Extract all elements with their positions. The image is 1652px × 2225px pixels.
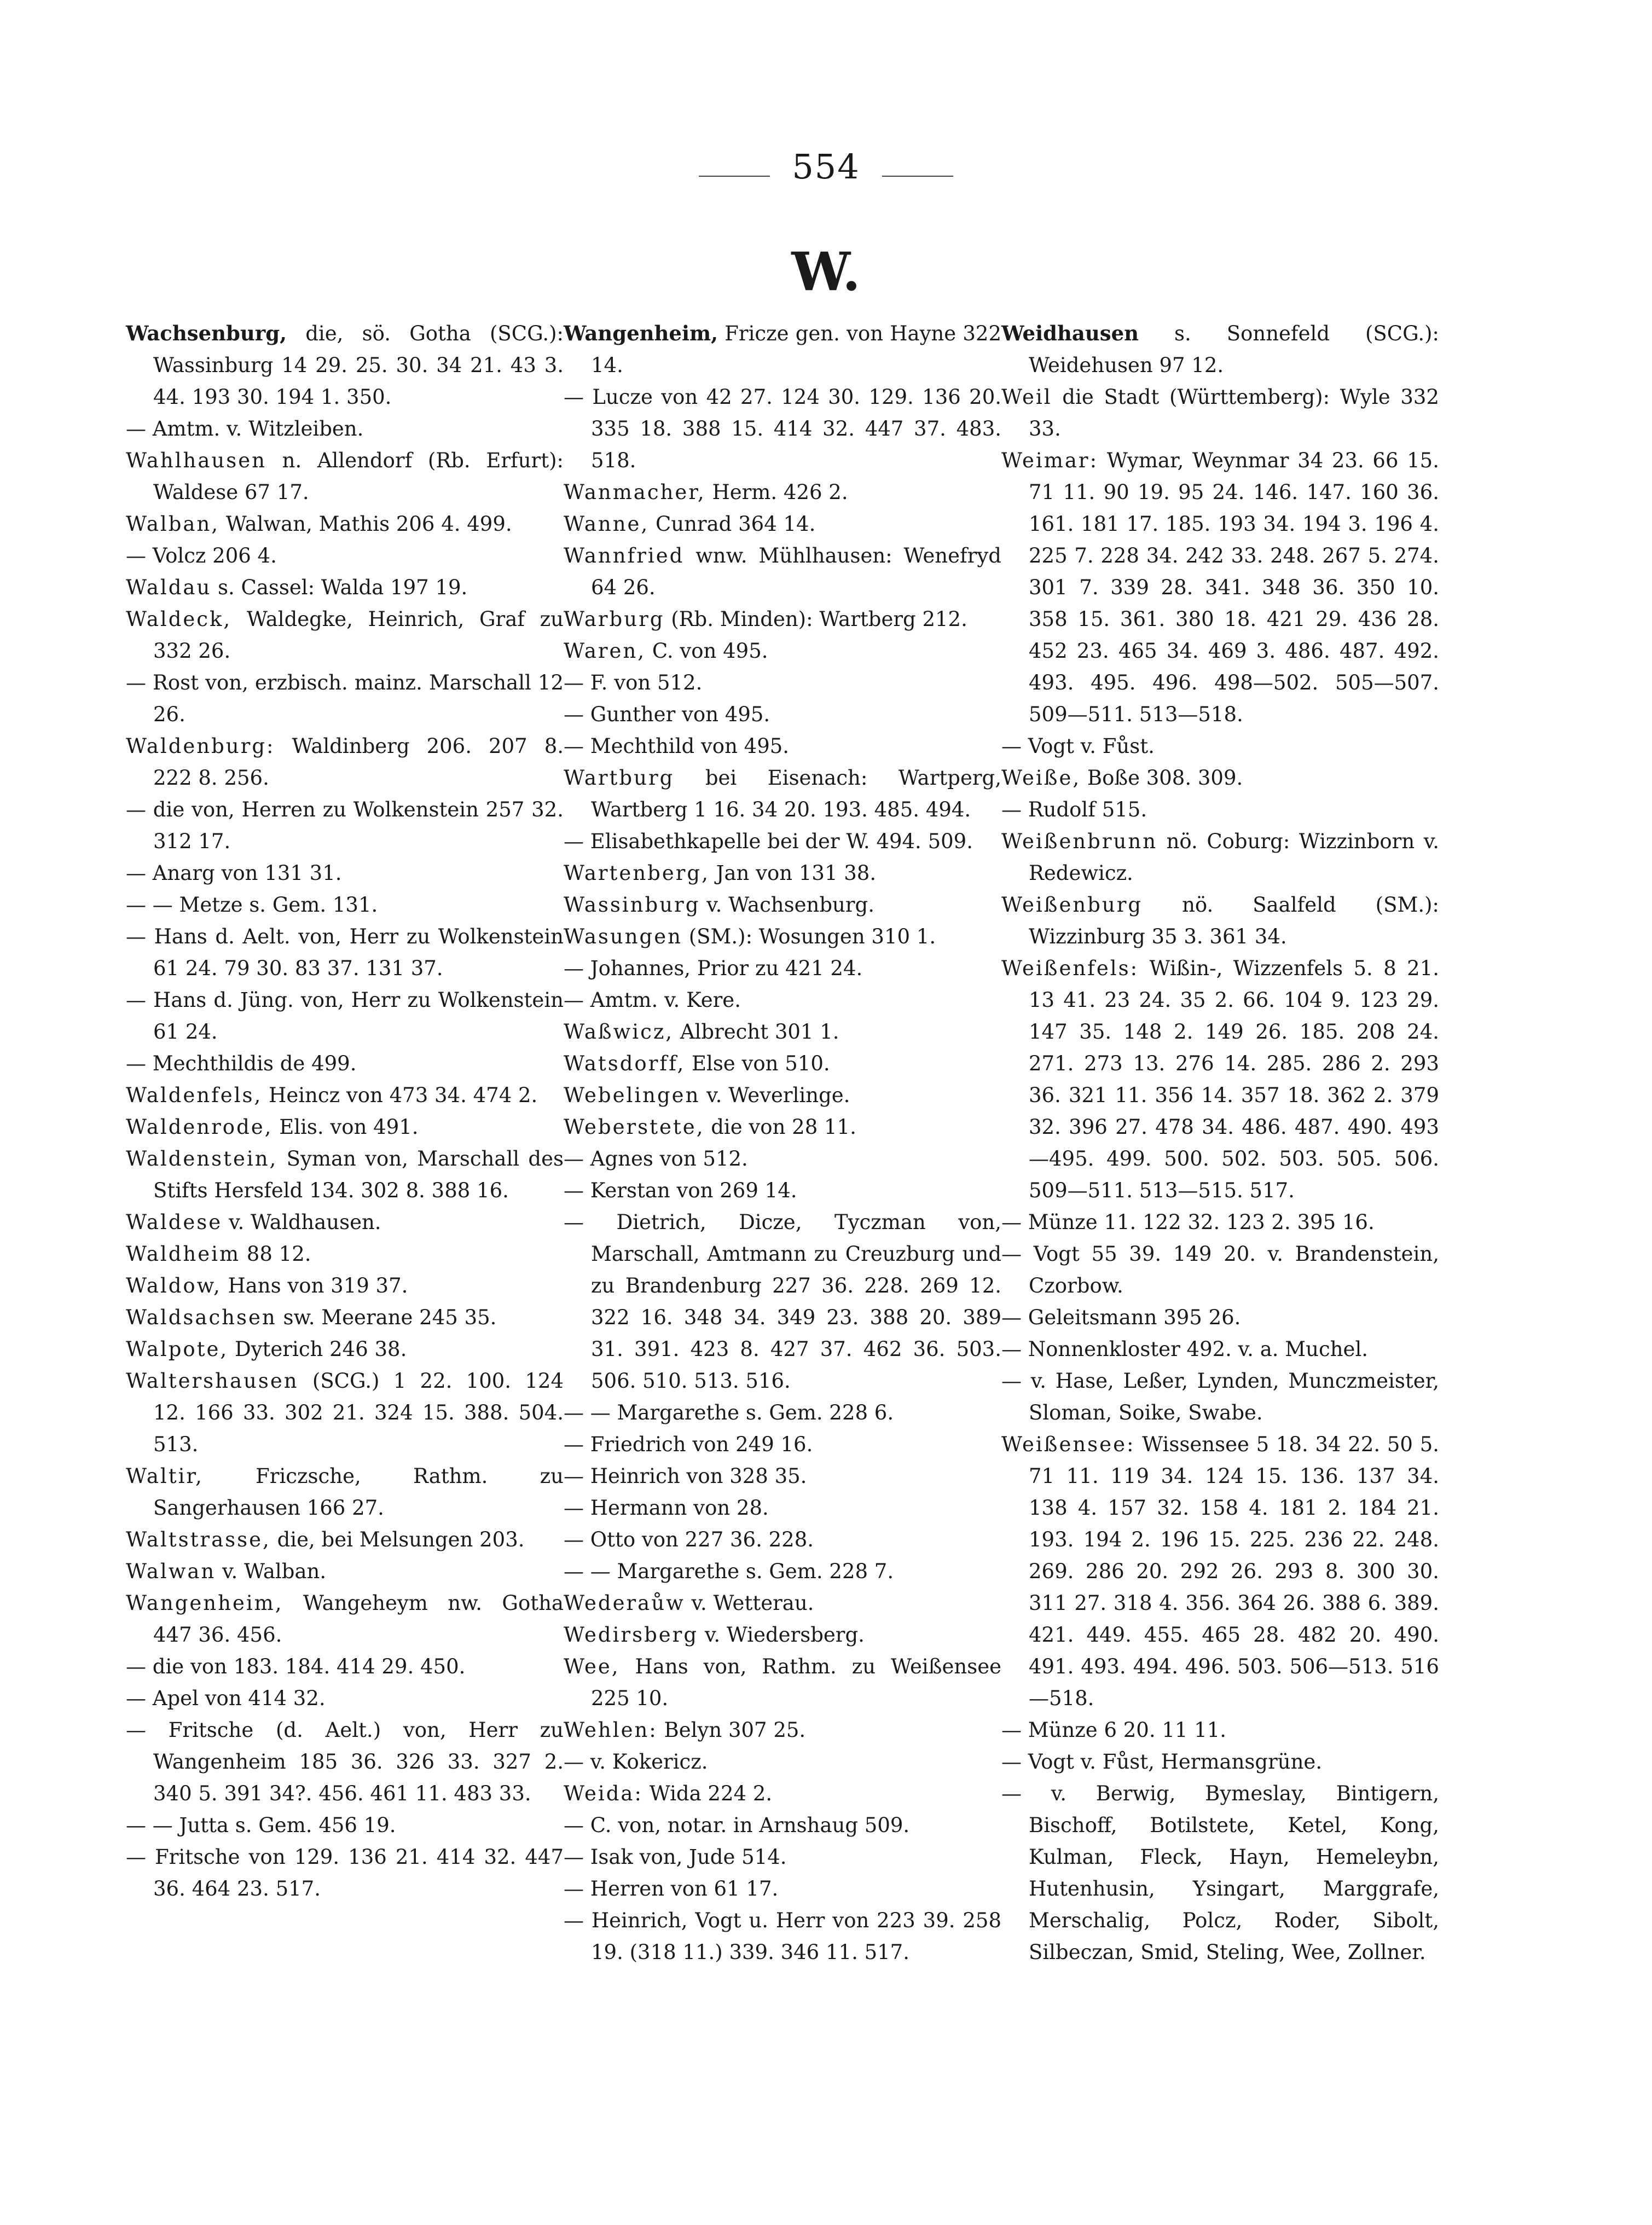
index-entry	[1001, 317, 1439, 381]
index-entry	[126, 1365, 564, 1461]
index-entry	[126, 731, 564, 794]
entry-headword: Wedirsberg	[564, 1623, 699, 1647]
entry-text: — Vogt 55 39. 149 20. v. Brandenstein, Czorbow.	[1001, 1242, 1439, 1297]
entry-text: — Mechthildis de 499.	[126, 1052, 357, 1075]
section-letter: W.	[791, 241, 861, 303]
entry-text: Boße 308. 309.	[1081, 766, 1243, 790]
entry-text: — Hans d. Jüng. von, Herr zu Wolkenstein 61 24.	[126, 988, 564, 1044]
entry-text: s. Sonnefeld (SCG.): Weidehusen 97 12.	[1029, 322, 1439, 377]
entry-text: Wangeheym nw. Gotha 447 36. 456.	[153, 1591, 564, 1647]
entry-text: — Apel von 414 32.	[126, 1687, 326, 1710]
index-entry	[1001, 1778, 1439, 1968]
index-entry	[126, 1238, 564, 1270]
index-entry	[126, 1111, 564, 1143]
entry-text: — Kerstan von 269 14.	[564, 1179, 797, 1202]
index-entry	[1001, 953, 1439, 1207]
entry-headword: Walpote,	[126, 1337, 229, 1361]
index-entry	[126, 921, 564, 984]
index-entry	[564, 1651, 1001, 1714]
entry-headword: Webelingen	[564, 1083, 700, 1107]
entry-text: 88 12.	[240, 1242, 311, 1266]
entry-headword: Wartenberg,	[564, 861, 710, 885]
index-entry	[126, 445, 564, 508]
index-entry	[1001, 1334, 1439, 1365]
index-entry	[564, 667, 1001, 699]
entry-text: — Amtm. v. Kere.	[564, 988, 741, 1012]
entry-text: — Anarg von 131 31.	[126, 861, 342, 885]
entry-text: die, sö. Gotha (SCG.): Wassinburg 14 29. 25. 30. 34 21. 43 3. 44. 193 30. 194 1. 350.	[153, 322, 564, 409]
entry-text: — Hermann von 28.	[564, 1496, 769, 1520]
entry-headword: Wehlen:	[564, 1718, 658, 1742]
entry-text: — — Margarethe s. Gem. 228 7.	[564, 1560, 894, 1583]
entry-text: Waldinberg 206. 207 8. 222 8. 256.	[153, 734, 564, 790]
index-entry	[564, 381, 1001, 477]
index-entry	[564, 953, 1001, 984]
entry-headword: Weißenbrunn	[1001, 830, 1158, 853]
entry-headword: Warburg	[564, 607, 665, 631]
entry-headword: Waldenfels,	[126, 1083, 263, 1107]
entry-headword: Wassinburg	[564, 893, 700, 917]
index-entry	[1001, 731, 1439, 762]
index-entry	[564, 1873, 1001, 1905]
entry-headword: Weberstete,	[564, 1115, 705, 1139]
entry-text: Albrecht 301 1.	[674, 1020, 839, 1044]
index-entry	[1001, 1714, 1439, 1746]
entry-text: — die von, Herren zu Wolkenstein 257 32. 312 17.	[126, 798, 564, 853]
entry-text: Belyn 307 25.	[657, 1718, 806, 1742]
entry-text: bei Eisenach: Wartperg, Wartberg 1 16. 34 20. 193. 485. 494.	[591, 766, 1001, 821]
entry-text: — F. von 512.	[564, 671, 703, 694]
index-entry	[564, 984, 1001, 1016]
right-rule	[882, 176, 953, 177]
entry-text: Jan von 131 38.	[709, 861, 877, 885]
index-entry	[564, 1048, 1001, 1080]
entry-text: — Amtm. v. Witzleiben.	[126, 417, 364, 441]
entry-text: Elis. von 491.	[273, 1115, 419, 1139]
entry-text: n. Allendorf (Rb. Erfurt): Waldese 67 17.	[153, 449, 564, 504]
entry-headword: Wartburg	[564, 766, 675, 790]
index-entry	[564, 635, 1001, 667]
entry-headword: Weißenfels:	[1001, 957, 1139, 980]
index-entry	[126, 1080, 564, 1111]
entry-text: — Friedrich von 249 16.	[564, 1433, 813, 1456]
entry-text: — Volcz 206 4.	[126, 544, 277, 567]
index-entry	[564, 889, 1001, 921]
entry-text: v. Wachsenburg.	[700, 893, 874, 917]
entry-text: — Rudolf 515.	[1001, 798, 1147, 821]
entry-text: Wissensee 5 18. 34 22. 50 5. 71 11. 119 34. 124 15. 136. 137 34. 138 4. 157 32. 158 4. 181 2. 184 21. 193. 194 2. 196 15. 225. 236 22. 248. 269. 286 20. 292 26. 293 8. 300 30. 311 27. 318 4. 356. 364 26. 388 6. 389. 421. 449. 455. 465 28. 482 20. 490. 491. 493. 494. 496. 503. 506—513. 516—518.	[1029, 1433, 1439, 1710]
entry-text: — Elisabethkapelle bei der W. 494. 509.	[564, 830, 973, 853]
entry-text: die, bei Melsungen 203.	[270, 1528, 525, 1551]
entry-headword: Wahlhausen	[126, 449, 266, 472]
entry-headword: Wasungen	[564, 925, 682, 948]
index-entry	[564, 1524, 1001, 1556]
index-entry	[564, 921, 1001, 953]
index-entry	[564, 1397, 1001, 1429]
index-entry	[126, 1810, 564, 1841]
index-entry	[564, 317, 1001, 381]
index-entry	[126, 1841, 564, 1905]
entry-headword: Wannfried	[564, 544, 685, 567]
index-entry	[126, 1461, 564, 1524]
entry-headword: Wee,	[564, 1655, 620, 1678]
entry-text: v. Wetterau.	[685, 1591, 814, 1615]
entry-headword: Waldau	[126, 576, 212, 599]
entry-headword: Walban,	[126, 512, 220, 536]
entry-text: Walwan, Mathis 206 4. 499.	[219, 512, 512, 536]
entry-headword: Wanne,	[564, 512, 650, 536]
index-entry	[126, 1587, 564, 1651]
entry-text: s. Cassel: Walda 197 19.	[211, 576, 468, 599]
entry-headword: Wachsenburg,	[126, 321, 287, 345]
index-entry	[1001, 826, 1439, 889]
entry-headword: Walwan	[126, 1560, 216, 1583]
entry-headword: Weiße,	[1001, 766, 1081, 790]
entry-text: — Münze 6 20. 11 11.	[1001, 1718, 1227, 1742]
entry-text: v. Walban.	[216, 1560, 327, 1583]
index-entry	[1001, 1302, 1439, 1334]
index-entry	[564, 826, 1001, 857]
entry-headword: Waltir,	[126, 1464, 204, 1488]
index-entry	[126, 794, 564, 857]
entry-headword: Waltershausen	[126, 1369, 299, 1393]
index-entry	[1001, 1365, 1439, 1429]
entry-text: die Stadt (Württemberg): Wyle 332 33.	[1029, 385, 1439, 441]
entry-headword: Waldow,	[126, 1274, 222, 1297]
entry-text: — Heinrich von 328 35.	[564, 1464, 807, 1488]
index-entry	[126, 1270, 564, 1302]
entry-text: Wymar, Weynmar 34 23. 66 15. 71 11. 90 19. 95 24. 146. 147. 160 36. 161. 181 17. 185. 193 34. 194 3. 196 4. 225 7. 228 34. 242 33. 248. 267 5. 274. 301 7. 339 28. 341. 348 36. 350 10. 358 15. 361. 380 18. 421 29. 436 28. 452 23. 465 34. 469 3. 486. 487. 492. 493. 495. 496. 498—502. 505—507. 509—511. 513—518.	[1029, 449, 1439, 726]
index-entry	[564, 604, 1001, 635]
entry-text: — Agnes von 512.	[564, 1147, 748, 1171]
entry-text: — Lucze von 42 27. 124 30. 129. 136 20. 335 18. 388 15. 414 32. 447 37. 483. 518.	[564, 385, 1001, 472]
index-entry	[1001, 794, 1439, 826]
entry-text: — — Jutta s. Gem. 456 19.	[126, 1813, 396, 1837]
index-entry	[126, 572, 564, 604]
index-entry	[564, 699, 1001, 731]
entry-text: sw. Meerane 245 35.	[276, 1306, 497, 1329]
index-entry	[1001, 381, 1439, 445]
entry-text: — C. von, notar. in Arnshaug 509.	[564, 1813, 910, 1837]
index-entry	[126, 984, 564, 1048]
index-entry	[126, 1143, 564, 1207]
entry-text: v. Wiedersberg.	[698, 1623, 865, 1647]
index-entry	[564, 1619, 1001, 1651]
entry-headword: Waldenstein,	[126, 1147, 278, 1171]
index-entry	[564, 1143, 1001, 1175]
entry-headword: Waltstrasse,	[126, 1528, 271, 1551]
entry-headword: Wangenheim,	[564, 321, 718, 345]
entry-headword: Waßwicz,	[564, 1020, 674, 1044]
entry-text: Heincz von 473 34. 474 2.	[262, 1083, 538, 1107]
entry-text: Dyterich 246 38.	[228, 1337, 407, 1361]
index-entry	[1001, 1207, 1439, 1238]
entry-text: — Dietrich, Dicze, Tyczman von, Marschall, Amtmann zu Creuzburg und zu Brandenburg 227 36. 228. 269 12. 322 16. 348 34. 349 23. 388 20. 389 31. 391. 423 8. 427 37. 462 36. 503. 506. 510. 513. 516.	[564, 1210, 1001, 1393]
entry-text: — Johannes, Prior zu 421 24.	[564, 957, 863, 980]
index-column-3	[1001, 317, 1439, 1968]
index-entry	[126, 1302, 564, 1334]
entry-text: Hans von, Rathm. zu Weißensee 225 10.	[591, 1655, 1001, 1710]
index-entry	[564, 1207, 1001, 1397]
index-entry	[564, 762, 1001, 826]
entry-text: die von 28 11.	[704, 1115, 856, 1139]
index-entry	[126, 857, 564, 889]
index-entry	[564, 1492, 1001, 1524]
entry-text: wnw. Mühlhausen: Wenefryd 64 26.	[591, 544, 1001, 599]
entry-text: Herm. 426 2.	[705, 480, 848, 504]
entry-headword: Watsdorff,	[564, 1052, 686, 1075]
index-column-2	[564, 317, 1001, 1968]
index-entry	[564, 1778, 1001, 1810]
index-entry	[564, 857, 1001, 889]
entry-text: Fricze gen. von Hayne 322 14.	[591, 322, 1001, 377]
entry-text: — v. Hase, Leßer, Lynden, Munczmeister, Sloman, Soike, Swabe.	[1001, 1369, 1439, 1424]
index-entry	[564, 1746, 1001, 1778]
entry-headword: Waldese	[126, 1210, 223, 1234]
index-entry	[564, 1810, 1001, 1841]
index-entry	[1001, 762, 1439, 794]
entry-text: — Gunther von 495.	[564, 703, 770, 726]
entry-headword: Weißenburg	[1001, 893, 1143, 917]
entry-text: — Vogt v. Fůst.	[1001, 734, 1155, 758]
page-header	[0, 147, 1652, 187]
index-entry	[126, 1048, 564, 1080]
entry-text: — Geleitsmann 395 26.	[1001, 1306, 1241, 1329]
index-entry	[564, 1175, 1001, 1207]
index-entry	[126, 1556, 564, 1587]
index-entry	[1001, 889, 1439, 953]
index-entry	[1001, 1429, 1439, 1714]
entry-headword: Waldsachsen	[126, 1306, 277, 1329]
page-number: 554	[792, 147, 860, 187]
entry-text: — Vogt v. Fůst, Hermansgrüne.	[1001, 1750, 1323, 1774]
entry-headword: Waldenburg:	[126, 734, 275, 758]
index-entry	[126, 604, 564, 667]
index-entry	[126, 1524, 564, 1556]
index-entry	[564, 1905, 1001, 1968]
entry-text: Syman von, Marschall des Stifts Hersfeld 134. 302 8. 388 16.	[153, 1147, 564, 1202]
entry-headword: Wangenheim,	[126, 1591, 283, 1615]
entry-text: Friczsche, Rathm. zu Sangerhausen 166 27.	[153, 1464, 564, 1520]
entry-text: — Otto von 227 36. 228.	[564, 1528, 814, 1551]
entry-text: — Hans d. Aelt. von, Herr zu Wolkenstein 61 24. 79 30. 83 37. 131 37.	[126, 925, 564, 980]
entry-headword: Waren,	[564, 639, 646, 663]
index-entry	[564, 1080, 1001, 1111]
entry-headword: Weißensee:	[1001, 1433, 1135, 1456]
entry-text: — Fritsche (d. Aelt.) von, Herr zu Wangenheim 185 36. 326 33. 327 2. 340 5. 391 34?. 456. 461 11. 483 33.	[126, 1718, 564, 1805]
entry-headword: Weil	[1001, 385, 1052, 409]
index-entry	[126, 508, 564, 540]
entry-text: — Mechthild von 495.	[564, 734, 790, 758]
index-entry	[564, 731, 1001, 762]
entry-text: (SM.): Wosungen 310 1.	[682, 925, 936, 948]
entry-text: v. Waldhausen.	[222, 1210, 381, 1234]
entry-text: — — Margarethe s. Gem. 228 6.	[564, 1401, 894, 1424]
entry-text: Else von 510.	[685, 1052, 830, 1075]
entry-text: v. Weverlinge.	[700, 1083, 850, 1107]
entry-text: — Nonnenkloster 492. v. a. Muchel.	[1001, 1337, 1369, 1361]
left-rule	[699, 176, 770, 177]
entry-text: nö. Saalfeld (SM.): Wizzinburg 35 3. 361 34.	[1029, 893, 1439, 948]
entry-headword: Weimar:	[1001, 449, 1099, 472]
index-entry	[126, 1207, 564, 1238]
entry-text: — die von 183. 184. 414 29. 450.	[126, 1655, 466, 1678]
entry-text: — Rost von, erzbisch. mainz. Marschall 12 26.	[126, 671, 564, 726]
entry-text: — Fritsche von 129. 136 21. 414 32. 447 36. 464 23. 517.	[126, 1845, 564, 1900]
entry-headword: Waldenrode,	[126, 1115, 273, 1139]
index-entry	[564, 1429, 1001, 1461]
index-entry	[564, 1714, 1001, 1746]
index-entry	[1001, 1238, 1439, 1302]
index-entry	[564, 1111, 1001, 1143]
index-entry	[126, 667, 564, 731]
index-entry	[126, 317, 564, 413]
index-entry	[126, 1334, 564, 1365]
entry-text: — Isak von, Jude 514.	[564, 1845, 787, 1869]
index-entry	[564, 1461, 1001, 1492]
entry-text: — Münze 11. 122 32. 123 2. 395 16.	[1001, 1210, 1375, 1234]
index-entry	[126, 413, 564, 445]
entry-text: Wida 224 2.	[642, 1782, 773, 1805]
entry-headword: Weida:	[564, 1782, 643, 1805]
index-entry	[1001, 445, 1439, 731]
entry-text: nö. Coburg: Wizzinborn v. Redewicz.	[1029, 830, 1439, 885]
index-column-1	[126, 317, 564, 1905]
entry-text: — Heinrich, Vogt u. Herr von 223 39. 258 19. (318 11.) 339. 346 11. 517.	[564, 1909, 1001, 1964]
index-entry	[126, 1714, 564, 1810]
index-entry	[126, 540, 564, 572]
entry-text: — v. Kokericz.	[564, 1750, 708, 1774]
entry-text: Hans von 319 37.	[221, 1274, 408, 1297]
index-entry	[564, 1587, 1001, 1619]
index-entry	[126, 1683, 564, 1714]
entry-headword: Wederaůw	[564, 1591, 685, 1615]
entry-headword: Waldheim	[126, 1242, 241, 1266]
entry-text: Cunrad 364 14.	[649, 512, 816, 536]
entry-headword: Waldeck,	[126, 607, 232, 631]
index-entry	[564, 477, 1001, 508]
index-entry	[126, 1651, 564, 1683]
index-entry	[564, 1841, 1001, 1873]
entry-headword: Wanmacher,	[564, 480, 706, 504]
entry-text: — — Metze s. Gem. 131.	[126, 893, 378, 917]
entry-text: (SCG.) 1 22. 100. 124 12. 166 33. 302 21. 324 15. 388. 504. 513.	[153, 1369, 564, 1456]
entry-text: Wißin-, Wizzenfels 5. 8 21. 13 41. 23 24. 35 2. 66. 104 9. 123 29. 147 35. 148 2. 149 26. 185. 208 24. 271. 273 13. 276 14. 285. 286 2. 293 36. 321 11. 356 14. 357 18. 362 2. 379 32. 396 27. 478 34. 486. 487. 490. 493—495. 499. 500. 502. 503. 505. 506. 509—511. 513—515. 517.	[1029, 957, 1439, 1202]
entry-text: — v. Berwig, Bymeslay, Bintigern, Bischoff, Botilstete, Ketel, Kong, Kulman, Fleck, Hayn, Hemeleybn, Hutenhusin, Ysingart, Marggrafe, Merschalig, Polcz, Roder, Sibolt, Silbeczan, Smid, Steling, Wee, Zollner.	[1001, 1782, 1439, 1964]
index-entry	[1001, 1746, 1439, 1778]
index-entry	[564, 1556, 1001, 1587]
index-entry	[564, 1016, 1001, 1048]
entry-text: — Herren von 61 17.	[564, 1877, 779, 1900]
entry-text: (Rb. Minden): Wartberg 212.	[664, 607, 967, 631]
index-entry	[564, 508, 1001, 540]
index-entry	[564, 540, 1001, 604]
entry-text: C. von 495.	[646, 639, 768, 663]
entry-text: Waldegke, Heinrich, Graf zu 332 26.	[153, 607, 564, 663]
index-entry	[126, 889, 564, 921]
entry-headword: Weidhausen	[1001, 321, 1139, 345]
